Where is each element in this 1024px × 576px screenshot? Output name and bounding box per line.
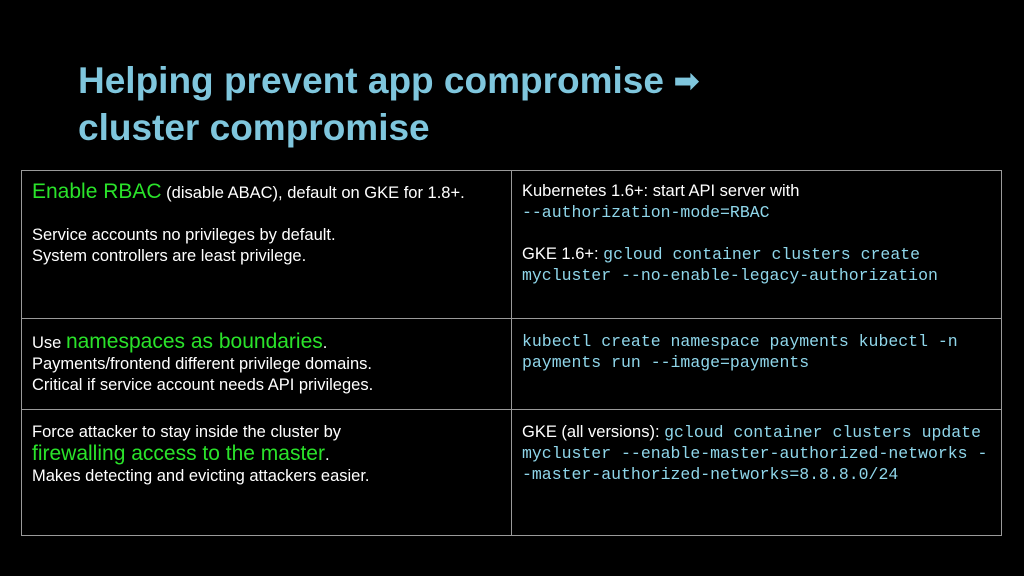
content-table: [21, 170, 1002, 536]
kubernetes-version-text: Kubernetes 1.6+: start API server with: [522, 182, 800, 200]
table-row: [22, 410, 1002, 536]
namespace-command-cell: [512, 319, 1002, 410]
gcloud-update-code: gcloud container clusters update mycluster --enable-master-authorized-networks --master-authorized-networks=8.8.8.0/24: [522, 423, 988, 484]
rbac-highlight: Enable RBAC: [32, 180, 162, 203]
master-networks-cell: [512, 410, 1002, 536]
firewall-cell: Force attacker to stay inside the cluster by firewalling access to the master. Makes detecting and evicting attackers easier.: [22, 410, 512, 536]
rbac-cell: [22, 171, 512, 319]
namespaces-highlight: namespaces as boundaries: [65, 330, 323, 353]
rbac-description: (disable ABAC), default on GKE for 1.8+.: [161, 184, 465, 202]
gcloud-create-code: gcloud container clusters create mycluster --no-enable-legacy-authorization: [522, 245, 938, 285]
title-line-1: Helping prevent app compromise ➡: [78, 58, 978, 105]
namespaces-cell: Use namespaces as boundaries. Payments/frontend different privilege domains. Critical if service account needs API privileges.: [22, 319, 512, 410]
api-privileges-text: Critical if service account needs API privileges.: [32, 376, 374, 394]
authorization-mode-code: --authorization-mode=RBAC: [522, 203, 770, 222]
kubectl-code: kubectl create namespace payments kubectl -n payments run --image=payments: [522, 332, 958, 372]
title-line-2: cluster compromise: [78, 107, 430, 148]
gke-version-text: GKE 1.6+:: [522, 245, 604, 263]
rbac-command-cell: [512, 171, 1002, 319]
table-row: [22, 171, 1002, 319]
system-controllers-text: System controllers are least privilege.: [32, 247, 307, 265]
slide-title: [78, 58, 978, 151]
privilege-domains-text: Payments/frontend different privilege domains.: [32, 355, 372, 373]
detecting-evicting-text: Makes detecting and evicting attackers easier.: [32, 467, 370, 485]
table-row: [22, 319, 1002, 410]
service-accounts-text: Service accounts no privileges by default.: [32, 226, 336, 244]
right-arrow-icon: ➡: [673, 65, 700, 98]
gke-all-versions-text: GKE (all versions):: [522, 423, 665, 441]
firewalling-highlight: firewalling access to the master: [32, 442, 325, 465]
force-attacker-text: Force attacker to stay inside the cluster by: [32, 423, 342, 441]
use-prefix: Use: [32, 334, 66, 352]
